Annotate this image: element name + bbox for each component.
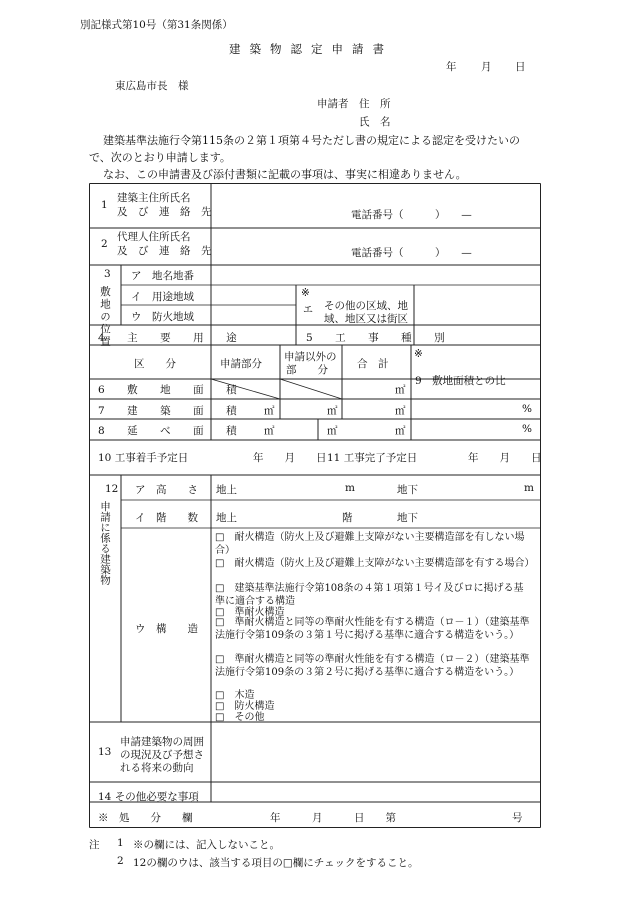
row-13-label-line-2: の現況及び予想さ xyxy=(120,749,204,761)
note-1-number: 1 xyxy=(117,837,124,849)
row-3-number: 3 xyxy=(104,268,111,280)
row-12-number: 12 xyxy=(105,483,119,495)
other-area-prefix: エ xyxy=(303,305,313,316)
site-address-label: ア 地名地番 xyxy=(131,270,194,282)
height-below-unit: m xyxy=(524,482,534,494)
floor-area-total-unit: ㎡ xyxy=(395,425,406,437)
page-title: 建築物認定申請書 xyxy=(229,42,393,56)
structure-option[interactable]: □ 準耐火構造 xyxy=(215,607,285,618)
row-1-phone: 電話番号（ ） — xyxy=(351,209,472,221)
zoning-label: イ 用途地域 xyxy=(131,291,194,303)
height-below-label: 地下 xyxy=(397,484,418,496)
start-date-value: 年 月 日 xyxy=(253,452,327,464)
other-area-label-line-2: 域、地区又は街区 xyxy=(324,313,408,325)
building-area-label: 7 建 築 面 積 xyxy=(98,405,243,417)
notes-prefix: 注 xyxy=(89,839,100,851)
applicant-address-label: 申請者 住 所 xyxy=(317,98,391,110)
row-13-label-line-1: 申請建築物の周囲 xyxy=(120,736,204,748)
floor-area-percent: % xyxy=(522,423,532,435)
total-header: 合 計 xyxy=(357,358,389,370)
note-2-number: 2 xyxy=(117,855,124,867)
row-2-label-line-1: 代理人住所氏名 xyxy=(117,231,191,243)
site-area-label: 6 敷 地 面 積 xyxy=(98,384,243,396)
row-2-number: 2 xyxy=(101,238,108,250)
structure-option[interactable]: □ 準耐火構造と同等の準耐火性能を有する構造（ロ－１）（建築基準法施行令第109条の３第１号に掲げる基準に適合する構造をいう。） xyxy=(215,617,530,641)
fire-zone-label: ウ 防火地域 xyxy=(131,311,194,323)
row-13-number: 13 xyxy=(98,746,112,758)
floors-above-label: 地上 xyxy=(216,512,237,524)
applicant-name-label: 氏 名 xyxy=(359,116,391,128)
date-year-label: 年 xyxy=(446,61,457,73)
site-location-label: 敷地の位置 xyxy=(99,286,111,349)
completion-date-value: 年 月 日 xyxy=(468,452,542,464)
structure-option[interactable]: □ 耐火構造（防火上及び避難上支障がない主要構造部を有しない場合） xyxy=(215,532,525,556)
structure-option[interactable]: □ 建築基準法施行令第108条の４第１項第１号イ及びロに掲げる基準に適合する構造 xyxy=(215,583,524,607)
note-1: ※の欄には、記入しないこと。 xyxy=(133,839,280,851)
row-2-label-line-2: 及 び 連 絡 先 xyxy=(117,245,212,257)
height-above-unit: m xyxy=(345,482,355,494)
other-area-label-line-1: その他の区域、地 xyxy=(324,300,408,312)
start-date-label: 10 工事着手予定日 xyxy=(98,452,189,464)
site-area-unit: ㎡ xyxy=(395,384,406,396)
building-area-applied-unit: ㎡ xyxy=(264,405,275,417)
construction-type-label: 5 工 事 種 別 xyxy=(306,332,451,344)
floors-label: イ 階 数 xyxy=(135,512,198,524)
main-use-label: 4 主 要 用 途 xyxy=(98,332,243,344)
structure-option[interactable]: □ 準耐火構造と同等の準耐火性能を有する構造（ロ－２）（建築基準法施行令第109条の３第２号に掲げる基準に適合する構造をいう。） xyxy=(215,654,530,678)
structure-label: ウ 構 造 xyxy=(135,623,198,635)
applied-part-header: 申請部分 xyxy=(220,358,262,370)
building-area-percent: % xyxy=(522,403,532,415)
floors-below-label: 地下 xyxy=(397,512,418,524)
row-1-label-line-1: 建築主住所氏名 xyxy=(117,192,191,204)
structure-option[interactable]: □ 防火構造 xyxy=(215,701,275,712)
form-number: 別記様式第10号（第31条関係） xyxy=(80,19,233,31)
body-paragraph-2: なお、この申請書及び添付書類に記載の事項は、事実に相違ありません。 xyxy=(103,168,467,181)
row-13-label-line-3: れる将来の動向 xyxy=(120,762,194,774)
processing-label: ※ 処 分 欄 xyxy=(98,812,193,824)
completion-date-label: 11 工事完了予定日 xyxy=(327,452,418,464)
ratio-mark: ※ xyxy=(414,348,423,360)
other-part-header-line-1: 申請以外の xyxy=(284,351,337,363)
row-14-label: 14 その他必要な事項 xyxy=(98,791,199,803)
other-part-header-line-2: 部 分 xyxy=(286,364,328,376)
building-area-other-unit: ㎡ xyxy=(327,405,338,417)
structure-option[interactable]: □ 耐火構造（防火上及び避難上支障がない主要構造部を有する場合） xyxy=(215,558,535,569)
division-header: 区 分 xyxy=(134,358,176,370)
row-2-phone: 電話番号（ ） — xyxy=(351,247,472,259)
other-area-mark: ※ xyxy=(301,287,310,299)
floors-above-unit: 階 xyxy=(342,512,353,524)
body-paragraph-1-line-2: で、次のとおり申請します。 xyxy=(89,151,231,164)
floor-area-applied-unit: ㎡ xyxy=(264,425,275,437)
processing-suffix: 号 xyxy=(512,812,523,824)
row-1-label-line-2: 及 び 連 絡 先 xyxy=(117,206,212,218)
processing-date: 年 月 日 第 xyxy=(270,812,396,824)
date-day-label: 日 xyxy=(515,61,526,73)
row-1-number: 1 xyxy=(101,199,108,211)
note-2: 12の欄のウは、該当する項目の□欄にチェックをすること。 xyxy=(133,857,419,869)
structure-option[interactable]: □ その他 xyxy=(215,712,265,723)
ratio-header: 9 敷地面積との比 xyxy=(415,375,506,387)
subject-building-label: 申請に係る建築物 xyxy=(99,501,111,585)
floor-area-other-unit: ㎡ xyxy=(327,425,338,437)
floor-area-label: 8 延 べ 面 積 xyxy=(98,425,243,437)
height-above-label: 地上 xyxy=(216,484,237,496)
addressee: 東広島市長 様 xyxy=(115,80,189,92)
structure-option[interactable]: □ 木造 xyxy=(215,690,255,701)
building-area-total-unit: ㎡ xyxy=(395,405,406,417)
date-month-label: 月 xyxy=(481,61,492,73)
height-label: ア 高 さ xyxy=(135,484,198,496)
body-paragraph-1-line-1: 建築基準法施行令第115条の２第１項第４号ただし書の規定による認定を受けたいの xyxy=(103,134,520,147)
